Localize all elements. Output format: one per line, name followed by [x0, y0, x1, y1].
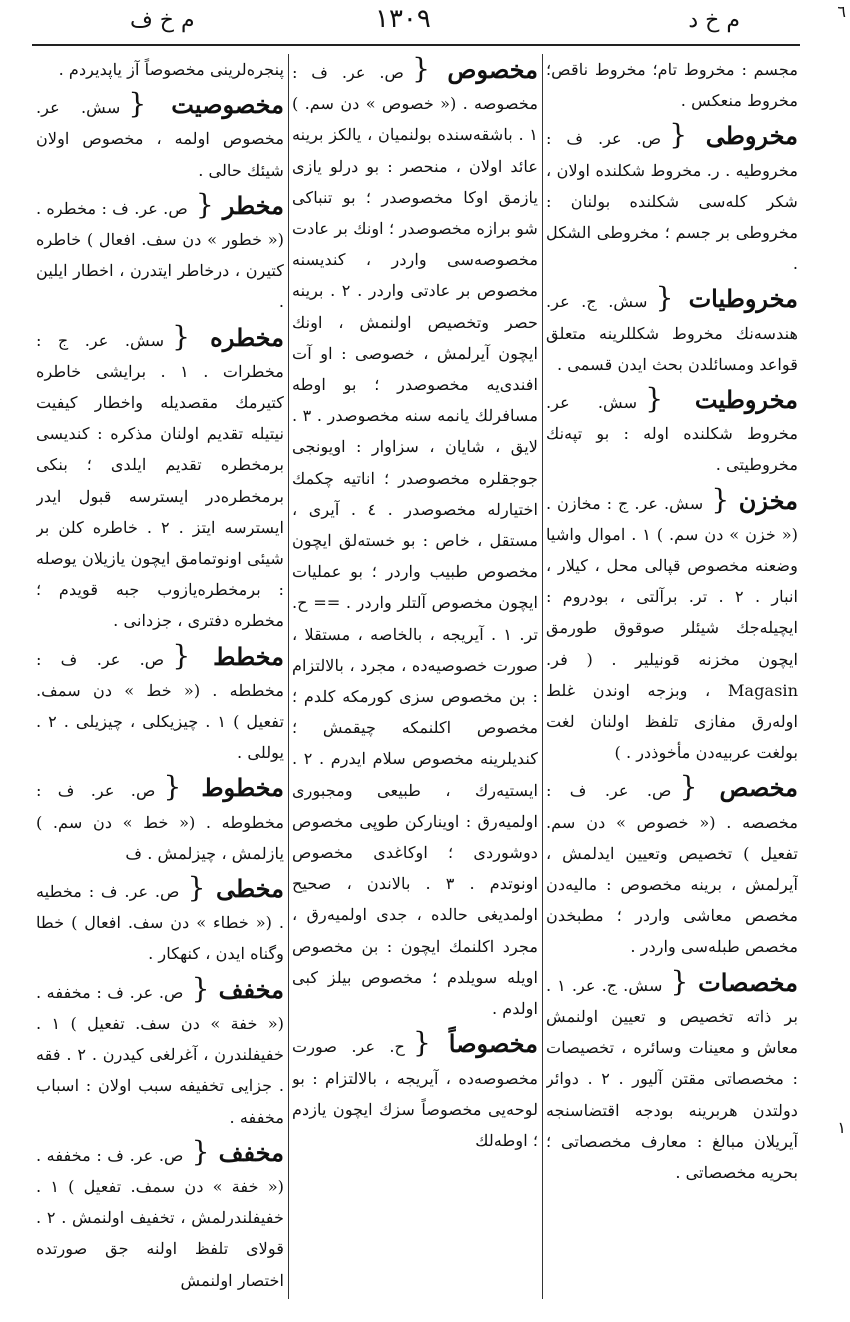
- page-header: [30, 4, 820, 38]
- dictionary-entry: [36, 54, 284, 85]
- column-divider: [542, 54, 543, 1299]
- entry-text: ص. عر. ف : مخروطيه . ر. مخروط شكلنده اولان ، شكر كله‌سى شكلنده بولنان : مخروطی بر جسم ؛ مخروطی الشكل .: [546, 129, 798, 274]
- dictionary-entry: [292, 54, 538, 1024]
- dictionary-entry: [292, 1028, 538, 1156]
- entry-headword: مخصوصیت {: [128, 90, 284, 119]
- dictionary-entry: [36, 974, 284, 1133]
- dictionary-entry: [546, 384, 798, 481]
- column-left: [36, 54, 284, 1299]
- entry-text: ص. عر. ف : مخطيه . (« خطاء » دن سف. افعال ) خطا وگناه ايدن ، كنهكار .: [36, 882, 284, 964]
- entry-headword: مخروطیات {: [656, 284, 798, 313]
- entry-text: مجسم : مخروط تام؛ مخروط ناقص؛ مخروط منعكس .: [546, 60, 798, 111]
- dictionary-entry: [546, 120, 798, 279]
- entry-headword: مخطره {: [172, 323, 284, 352]
- entry-headword: مخصوصاً {: [413, 1029, 538, 1058]
- entry-text: ص. عر. ف : مخططه . (« خط » دن سمف. تفعيل ) ١ . چيزيكلى ، چيزيلى . ٢ . يوللى .: [36, 649, 284, 763]
- entry-text: ح. عر. صورت مخصوصه‌ده ، آيريجه ، بالالتزام : بو لوحه‌يى مخصوصاً سزك ايچون يازدم ؛ اوطه‌لك: [292, 1037, 538, 1150]
- entry-headword: مخفف {: [192, 1138, 284, 1167]
- entry-headword: مخطط {: [172, 642, 284, 671]
- dictionary-entry: [36, 873, 284, 970]
- entry-headword: مخطوط {: [164, 773, 284, 802]
- entry-headword: مخصوص {: [412, 55, 538, 84]
- page-number: ١٣٠٩: [375, 4, 431, 34]
- dictionary-entry: [546, 772, 798, 962]
- dictionary-entry: [546, 485, 798, 769]
- entry-text: سش. عر. ج : مخازن . (« خزن » دن سم. ) ١ . اموال واشيا وضعنه مخصوص قپالى محل ، كيلار ، انبار . ٢ . تر. برآلتى ، بودروم : ايچيله‌جك شيئلر صوقوق طورمق ايچون مخزنه قونيلير . ( فر. Magasin ، وبزجه اوندن غلط اوله‌رق مفازى تلفظ اولنان لغت بولغت عربيه‌دن مأخوذدر . ): [546, 493, 798, 763]
- column-right: [546, 54, 798, 1299]
- dictionary-entry: [36, 190, 284, 318]
- entry-headword: مخصص {: [680, 773, 798, 802]
- entry-text: سش. عر. ج : مخطرات . ١ . برايشى خاطره كتيرمك مقصديله واخطار كيفيت نيتيله تقديم اولنان مذكره : كنديسى برمخطره تقديم ايلدى ؛ بنكى برمخطره‌در ايسترسه قبول ايدر ايسترسه ايتز . ٢ . خاطره كلن بر شيئى اونوتمامق ايچون يازيلان يوصله : برمخطره‌يازوب جبه قويدم ؛ مخطره دفترى ، جزدانى .: [36, 330, 284, 631]
- column-middle: [292, 54, 538, 1299]
- header-left-guide: م خ ف: [130, 8, 195, 33]
- entry-headword: مخطى {: [188, 874, 284, 903]
- entry-text: سش. عر. مخصوص اولمه ، مخصوص اولان شيئك حالى .: [36, 98, 284, 180]
- entry-text: ص. عر. ف : مخصصه . (« خصوص » دن سم. تفعيل ) تخصيص وتعيين ايدلمش ، آيرلمش ، برينه مخصوص : ماليه‌دن مخصص معاشى واردر ؛ مطبخدن مخصص طبله‌سى واردر .: [546, 781, 798, 957]
- entry-headword: مخروطیت {: [645, 385, 798, 414]
- entry-headword: مخفف {: [192, 975, 284, 1004]
- entry-text: ص. عر. ف : مخففه . (« خفة » دن سف. تفعيل ) ١ . خفيفلندرن ، آغرلغى كيدرن . ٢ . فقه . جزايى تخفيفه سبب اولان : اسباب مخففه .: [36, 982, 284, 1127]
- header-rule: [32, 44, 800, 46]
- entry-text: سش. عر. مخروط شكلنده اوله : بو تپه‌نك مخروطيتى .: [546, 393, 798, 475]
- entry-text: ص. عر. ف : مخطوطه . (« خط » دن سم. ) يازلمش ، چيزلمش . ف: [36, 781, 284, 863]
- entry-headword: مخصصات {: [671, 968, 798, 997]
- entry-headword: مخطر {: [196, 191, 284, 220]
- entry-text: سش. ج. عر. ١ . بر ذاته تخصيص و تعيين اولنمش معاش و معينات وسائره ، تخصيصات : مخصصاتى مقتن آليور . ٢ . دوائر دولتدن هربرينه بودجه اقتضاسنجه آيريلان مبالغ : معارف مخصصاتى ؛ بحريه مخصصاتى .: [546, 975, 798, 1182]
- dictionary-entry: [36, 1137, 284, 1296]
- entry-text: پنجره‌لرينى مخصوصاً آز ياپديردم .: [58, 60, 284, 79]
- entry-text: ص. عر. ف : مخففه . (« خفة » دن سمف. تفعيل ) ١ . خفيفلندرلمش ، تخفيف اولنمش . ٢ . قولاى تلفظ اولنه جق صورتده اختصار اولنمش: [36, 1145, 284, 1290]
- dictionary-entry: [36, 772, 284, 869]
- dictionary-entry: [36, 322, 284, 637]
- entry-text: سش. ج. عر. هندسه‌نك مخروط شكللرينه متعلق قواعد ومسائلدن بحث ايدن قسمی .: [546, 292, 798, 374]
- dictionary-entry: [546, 283, 798, 380]
- dictionary-entry: [36, 89, 284, 186]
- entry-headword: مخزن {: [711, 486, 798, 515]
- column-divider: [288, 54, 289, 1299]
- dictionary-entry: [36, 641, 284, 769]
- entry-text: ص. عر. ف : مخصوصه . (« خصوص » دن سم. ) ١ . باشقه‌سنده بولنمیان ، يالكز برينه عائد اولان ، منحصر : بو درلو يازى يازمق اوكا مخصوصدر ؛ بو تنباكى شو برازه مخصوصدر ؛ اونك بر عادت مخصوصه‌سى واردر ، كنديسنه مخصوص بر عادتى واردر . ٢ . برينه حصر وتخصيص اولنمش ، اونك ايچون آيرلمش ، خصوصى : او آت افندى‌يه مخصوصدر ؛ بو اوطه مسافرلك يانمه سنه مخصوصدر . ٣ . لايق ، شايان ، سزاوار : اويونجى جوجقلره مخصوصدر ؛ اناتيه چكمك اختيارله مخصوصدر . ٤ . آيرى ، مستقل ، خاص : بو خسته‌لق ايچون مخصوص طبيب واردر ؛ بو عمليات ايچون مخصوص آلتلر واردر . == ح. تر. ١ . آيريجه ، بالخاصه ، مستقلا ، صورت خصوصيه‌ده ، مجرد ، بالالتزام : بن مخصوص سزى كورمكه كلدم ؛ مخصوص اكلنمكه چيقمش ؛ كنديلرينه مخصوص سلام ايدرم . ٢ . ايستيه‌رك ، طبيعى ومجبورى اولميه‌رق : اوينا‌ركن طوپى مخصوص دوشوردى ؛ اوكاغدى مخصوص اونوتدم . ٣ . بالاندن ، صحيح اولمديغى حالده ، جدى اولميه‌رق ، مجرد اكلنمك ايچون : بن مخصوص اويله سويلدم ؛ مخصوص بيلز كبى اولدم .: [292, 63, 538, 1019]
- margin-mark: ١: [837, 1118, 846, 1137]
- header-right-guide: م خ د: [688, 8, 740, 33]
- corner-mark: ٦: [837, 2, 846, 21]
- entry-text: ص. عر. ف : مخطره . (« خطور » دن سف. افعال ) خاطره كتيرن ، درخاطر ايتدرن ، اخطار ايلين .: [36, 198, 284, 312]
- entry-headword: مخروطی {: [669, 121, 798, 150]
- dictionary-entry: [546, 967, 798, 1188]
- dictionary-entry: [546, 54, 798, 116]
